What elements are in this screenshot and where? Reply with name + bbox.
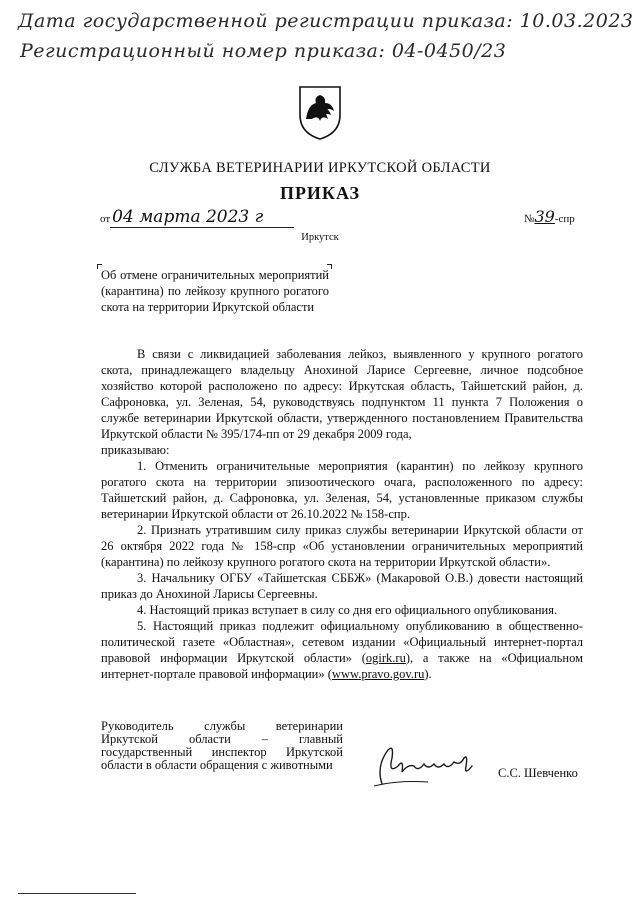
order-word: приказываю: (101, 443, 170, 457)
item5-text-2: ), а также на «Официальном интернет-портале правовой информации» ( (101, 651, 583, 681)
date-prefix: от (100, 213, 111, 225)
item5-text-3: ). (424, 667, 432, 681)
city: Иркутск (301, 232, 339, 243)
handwritten-date: 04 марта 2023 г (110, 207, 294, 228)
footnote-rule (18, 893, 136, 894)
handwritten-registration-number: Регистрационный номер приказа: 04-0450/23 (20, 40, 507, 62)
coat-of-arms-emblem (298, 85, 342, 141)
signer-name: С.С. Шевченко (498, 766, 578, 780)
handwritten-registration-date: Дата государственной регистрации приказа: 10.03.2023 (18, 10, 634, 32)
intro-paragraph: В связи с ликвидацией заболевания лейкоз, выявленного у крупного рогатого скота, принадлежащего владельцу Анохиной Ларисе Сергеевне, личное подсобное хозяйство которой расположено по адресу: Иркутская область, Тайшетский район, д. Сафроновка, ул. Зеленая, 54, руководствуясь подпунктом 11 пункта 7 Положения о службе ветеринарии Иркутской области, утвержденного постановлением Правительства Иркутской области № 395/174-пп от 29 декабря 2009 года, (101, 347, 583, 441)
ogirk-link[interactable]: ogirk.ru (365, 651, 406, 665)
order-item-3: 3. Начальнику ОГБУ «Тайшетская СББЖ» (Макаровой О.В.) довести настоящий приказ до Анохиной Ларисы Сергеевны. (101, 571, 583, 601)
number-suffix: -спр (554, 213, 575, 225)
order-item-1: 1. Отменить ограничительные мероприятия (карантин) по лейкозу крупного рогатого скота на территории эпизоотического очага, расположенного по адресу: Тайшетский район, д. Сафроновка, ул. Зеленая, 54, установленные приказом службы ветеринарии Иркутской области от 26.10.2022 № 158-спр. (101, 459, 583, 521)
order-item-2: 2. Признать утратившим силу приказ службы ветеринарии Иркутской области от 26 октября 2022 года № 158-спр «Об установлении ограничительных мероприятий (карантина) по лейкозу крупного рогатого скота на территории Иркутской области». (101, 523, 583, 569)
organization-name: СЛУЖБА ВЕТЕРИНАРИИ ИРКУТСКОЙ ОБЛАСТИ (149, 160, 491, 176)
order-item-4: 4. Настоящий приказ вступает в силу со дня его официального опубликования. (137, 603, 558, 617)
handwritten-signature (368, 736, 480, 792)
handwritten-number: 39 (534, 207, 555, 226)
signer-position (101, 720, 343, 772)
item5-text-1: 5. Настоящий приказ подлежит официальному опубликованию в общественно-политической газете «Областная», сетевом издании «Официальный интернет-портал правовой информации Иркутской области» ( (101, 619, 583, 665)
order-subject (101, 267, 329, 315)
order-number (524, 207, 575, 226)
order-body (101, 346, 583, 682)
subject-text: Об отмене ограничительных мероприятий (карантина) по лейкозу крупного рогатого скота на территории Иркутской области (101, 268, 329, 314)
pravo-link[interactable]: www.pravo.gov.ru (331, 667, 425, 681)
order-item-5 (101, 618, 583, 682)
signer-position-text: Руководитель службы ветеринарии Иркутской области – главный государственный инспектор Иркутской области в области обращения с животными (101, 719, 343, 772)
document-type: ПРИКАЗ (279, 183, 361, 203)
number-prefix: № (524, 213, 535, 225)
order-date (100, 207, 294, 228)
